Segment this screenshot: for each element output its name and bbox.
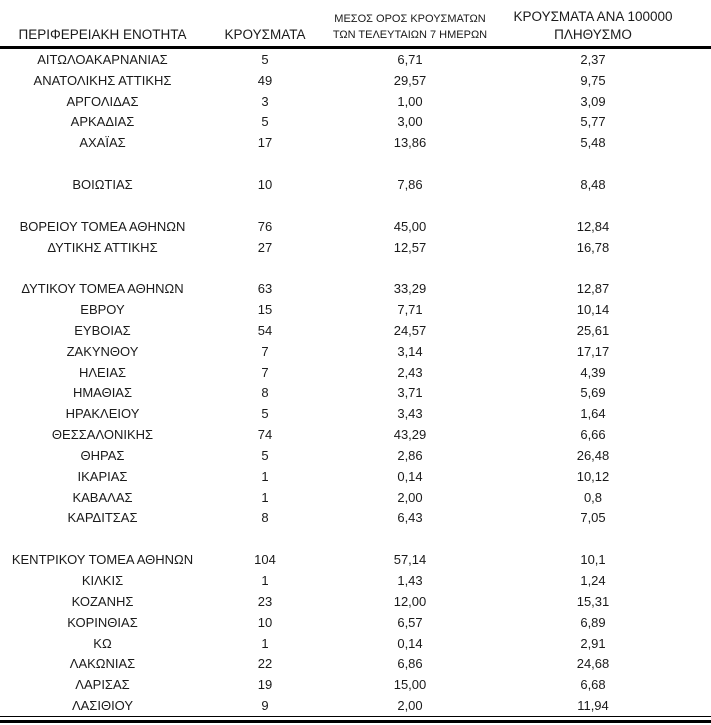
table-row: [0, 653, 711, 674]
cases-cell: 1: [261, 468, 269, 484]
avg7-cell: 43,29: [393, 427, 427, 443]
table-row: [0, 320, 711, 341]
avg7-cell: 6,43: [397, 510, 423, 526]
table-row: [0, 70, 711, 91]
per100k-cell: 9,75: [580, 72, 606, 88]
region-cell: ΛΑΚΩΝΙΑΣ: [69, 656, 136, 672]
per100k-cell: 1,24: [580, 573, 606, 589]
per100k-cell: 26,48: [576, 447, 610, 463]
spacer-row: [0, 528, 711, 549]
table-row: [0, 403, 711, 424]
table-row: [0, 91, 711, 112]
spacer-row: [0, 257, 711, 278]
cases-cell: 15: [257, 302, 273, 318]
per100k-cell: 24,68: [576, 656, 610, 672]
per100k-cell: 5,77: [580, 114, 606, 130]
table-row: [0, 466, 711, 487]
per100k-cell: 7,05: [580, 510, 606, 526]
table-row: [0, 299, 711, 320]
avg7-cell: 33,29: [393, 281, 427, 297]
region-cell: ΗΡΑΚΛΕΙΟΥ: [65, 406, 140, 422]
cases-cell: 63: [257, 281, 273, 297]
avg7-cell: 29,57: [393, 72, 427, 88]
per100k-cell: 0,8: [583, 489, 603, 505]
per100k-cell: 11,94: [577, 698, 609, 714]
per100k-cell: 8,48: [580, 176, 606, 192]
table-row: [0, 487, 711, 508]
per100k-cell: 5,48: [580, 135, 606, 151]
region-cell: ΑΧΑΪΑΣ: [79, 135, 126, 151]
per100k-cell: 10,1: [580, 552, 606, 568]
region-cell: ΘΗΡΑΣ: [80, 447, 125, 463]
cases-cell: 8: [261, 385, 269, 401]
region-cell: ΑΝΑΤΟΛΙΚΗΣ ΑΤΤΙΚΗΣ: [33, 72, 172, 88]
per100k-cell: 16,78: [576, 239, 610, 255]
cases-cell: 54: [257, 322, 273, 338]
per100k-cell: 10,14: [576, 302, 610, 318]
cases-cell: 5: [261, 447, 269, 463]
per100k-cell: 3,09: [580, 93, 606, 109]
region-cell: ΚΑΒΑΛΑΣ: [72, 489, 133, 505]
region-cell: ΚΩ: [93, 635, 112, 651]
column-header-avg7-line1: ΜΕΣΟΣ ΟΡΟΣ ΚΡΟΥΣΜΑΤΩΝ: [334, 13, 486, 26]
region-cell: ΕΥΒΟΙΑΣ: [74, 322, 131, 338]
avg7-cell: 6,71: [397, 51, 423, 67]
avg7-cell: 7,86: [397, 176, 423, 192]
table-row: [0, 445, 711, 466]
table-row: [0, 341, 711, 362]
table-row: [0, 508, 711, 529]
per100k-cell: 15,31: [576, 593, 610, 609]
cases-cell: 49: [257, 72, 273, 88]
region-cell: ΙΚΑΡΙΑΣ: [77, 468, 128, 484]
region-cell: ΚΟΖΑΝΗΣ: [71, 593, 134, 609]
table-body: [0, 49, 711, 717]
per100k-cell: 5,69: [580, 385, 606, 401]
avg7-cell: 2,43: [397, 364, 423, 380]
cases-cell: 17: [257, 135, 273, 151]
region-cell: ΑΙΤΩΛΟΑΚΑΡΝΑΝΙΑΣ: [37, 51, 168, 67]
region-cell: ΘΕΣΣΑΛΟΝΙΚΗΣ: [51, 427, 154, 443]
table-row: [0, 612, 711, 633]
avg7-cell: 3,71: [397, 385, 423, 401]
cases-cell: 5: [261, 51, 269, 67]
per100k-cell: 6,89: [580, 614, 606, 630]
avg7-cell: 3,43: [397, 406, 423, 422]
avg7-cell: 1,43: [397, 573, 423, 589]
avg7-cell: 6,57: [397, 614, 423, 630]
cases-cell: 1: [261, 635, 269, 651]
cases-cell: 74: [257, 427, 273, 443]
spacer-row: [0, 195, 711, 216]
avg7-cell: 0,14: [397, 468, 423, 484]
cases-cell: 5: [261, 114, 269, 130]
avg7-cell: 3,00: [397, 114, 423, 130]
per100k-cell: 6,68: [580, 677, 606, 693]
region-cell: ΑΡΓΟΛΙΔΑΣ: [66, 93, 139, 109]
cases-cell: 7: [261, 343, 269, 359]
per100k-cell: 17,17: [576, 343, 610, 359]
cases-cell: 1: [261, 489, 269, 505]
avg7-cell: 1,00: [397, 93, 423, 109]
column-header-avg7: [325, 0, 495, 46]
region-cell: ΚΙΛΚΙΣ: [81, 573, 124, 589]
cases-cell: 10: [257, 614, 273, 630]
avg7-cell: 15,00: [393, 677, 427, 693]
table-row: [0, 695, 711, 716]
table-row: [0, 132, 711, 153]
per100k-cell: 4,39: [580, 364, 606, 380]
spacer-row: [0, 153, 711, 174]
avg7-cell: 12,00: [393, 593, 427, 609]
avg7-cell: 3,14: [397, 343, 423, 359]
region-cell: ΛΑΡΙΣΑΣ: [75, 677, 130, 693]
table-row: [0, 362, 711, 383]
cases-cell: 8: [261, 510, 269, 526]
region-cell: ΕΒΡΟΥ: [80, 302, 125, 318]
per100k-cell: 2,91: [580, 635, 606, 651]
region-cell: ΖΑΚΥΝΘΟΥ: [66, 343, 139, 359]
cases-cell: 22: [257, 656, 273, 672]
per100k-cell: 12,84: [576, 218, 610, 234]
avg7-cell: 57,14: [393, 552, 427, 568]
per100k-cell: 25,61: [576, 322, 610, 338]
column-header-per100k-line1: ΚΡΟΥΣΜΑΤΑ ΑΝΑ 100000: [513, 8, 673, 24]
table-row: [0, 112, 711, 133]
region-cell: ΑΡΚΑΔΙΑΣ: [70, 114, 135, 130]
avg7-cell: 2,86: [397, 447, 423, 463]
table-row: [0, 570, 711, 591]
cases-cell: 1: [261, 573, 269, 589]
table-row: [0, 49, 711, 70]
region-cell: ΗΛΕΙΑΣ: [78, 364, 127, 380]
avg7-cell: 2,00: [397, 489, 423, 505]
column-header-region: [0, 0, 205, 46]
region-cell: ΚΟΡΙΝΘΙΑΣ: [67, 614, 138, 630]
avg7-cell: 0,14: [397, 635, 423, 651]
cases-cell: 27: [257, 239, 273, 255]
cases-cell: 76: [257, 218, 273, 234]
table-row: [0, 633, 711, 654]
column-header-per100k: [495, 0, 711, 46]
region-cell: ΒΟΙΩΤΙΑΣ: [72, 176, 133, 192]
column-header-per100k-line2: ΠΛΗΘΥΣΜΟ: [554, 26, 632, 42]
cases-cell: 23: [257, 593, 273, 609]
column-header-cases: [205, 0, 325, 46]
region-cell: ΔΥΤΙΚΗΣ ΑΤΤΙΚΗΣ: [47, 239, 158, 255]
table-row: [0, 549, 711, 570]
per100k-cell: 1,64: [580, 406, 606, 422]
cases-cell: 7: [261, 364, 269, 380]
table-row: [0, 674, 711, 695]
cases-cell: 5: [261, 406, 269, 422]
per100k-cell: 12,87: [576, 281, 610, 297]
table-header: [0, 0, 711, 49]
bottom-thick-rule: [0, 720, 711, 723]
region-cell: ΔΥΤΙΚΟΥ ΤΟΜΕΑ ΑΘΗΝΩΝ: [21, 281, 184, 297]
table-row: [0, 237, 711, 258]
table-row: [0, 424, 711, 445]
avg7-cell: 2,00: [397, 698, 423, 714]
table-row: [0, 278, 711, 299]
avg7-cell: 24,57: [393, 322, 427, 338]
avg7-cell: 6,86: [397, 656, 423, 672]
region-cell: ΒΟΡΕΙΟΥ ΤΟΜΕΑ ΑΘΗΝΩΝ: [19, 218, 186, 234]
column-header-cases-label: ΚΡΟΥΣΜΑΤΑ: [224, 27, 306, 43]
avg7-cell: 13,86: [393, 135, 427, 151]
cases-cell: 10: [257, 176, 273, 192]
table-row: [0, 174, 711, 195]
cases-cell: 19: [257, 677, 273, 693]
table-row: [0, 383, 711, 404]
cases-cell: 3: [261, 93, 269, 109]
cases-cell: 9: [261, 698, 269, 714]
per100k-cell: 6,66: [580, 427, 606, 443]
region-cell: ΗΜΑΘΙΑΣ: [72, 385, 133, 401]
per100k-cell: 10,12: [576, 468, 610, 484]
region-cell: ΚΑΡΔΙΤΣΑΣ: [67, 510, 138, 526]
table-row: [0, 216, 711, 237]
column-header-region-label: ΠΕΡΙΦΕΡΕΙΑΚΗ ΕΝΟΤΗΤΑ: [18, 27, 187, 43]
avg7-cell: 12,57: [393, 239, 427, 255]
avg7-cell: 45,00: [393, 218, 427, 234]
per100k-cell: 2,37: [580, 51, 606, 67]
cases-cell: 104: [254, 552, 276, 568]
avg7-cell: 7,71: [397, 302, 423, 318]
region-cell: ΚΕΝΤΡΙΚΟΥ ΤΟΜΕΑ ΑΘΗΝΩΝ: [11, 552, 194, 568]
region-cell: ΛΑΣΙΘΙΟΥ: [71, 698, 134, 714]
table-row: [0, 591, 711, 612]
column-header-avg7-line2: ΤΩΝ ΤΕΛΕΥΤΑΙΩΝ 7 ΗΜΕΡΩΝ: [332, 29, 488, 42]
